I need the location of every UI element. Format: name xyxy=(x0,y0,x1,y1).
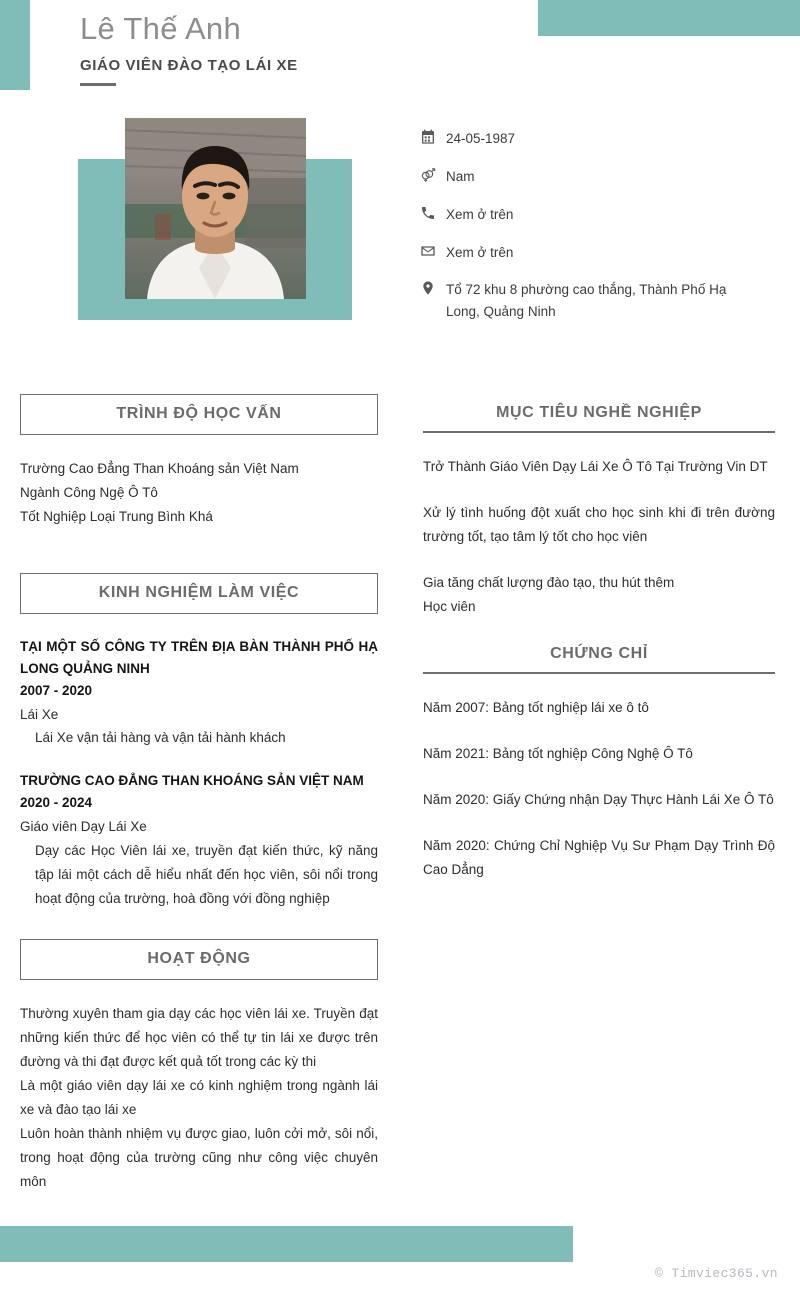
experience-entry xyxy=(20,770,378,910)
location-icon xyxy=(420,279,446,296)
experience-entry xyxy=(20,636,378,750)
contact-item-birthday xyxy=(420,128,780,150)
certificate-item: Năm 2020: Giấy Chứng nhận Dạy Thực Hành Lái Xe Ô Tô xyxy=(423,792,774,808)
contact-value-email: Xem ở trên xyxy=(446,244,514,260)
section-header-education xyxy=(20,394,378,435)
objective-paragraph xyxy=(423,571,775,619)
education-line: Trường Cao Đẳng Than Khoáng sản Việt Nam xyxy=(20,461,299,476)
email-icon xyxy=(420,242,446,259)
title-divider xyxy=(80,83,116,86)
calendar-icon xyxy=(420,128,446,145)
contact-item-address xyxy=(420,279,780,323)
cv-header xyxy=(80,8,510,86)
education-line: Tốt Nghiệp Loại Trung Bình Khá xyxy=(20,509,213,525)
contact-value-gender: Nam xyxy=(446,168,475,184)
experience-period: 2007 - 2020 xyxy=(20,682,93,698)
contact-item-gender xyxy=(420,166,780,188)
activity-paragraph: Là một giáo viên dạy lái xe có kinh nghiệm trong ngành lái xe và đào tạo lái xe xyxy=(20,1077,378,1117)
avatar xyxy=(125,118,306,299)
experience-period: 2020 - 2024 xyxy=(20,795,93,811)
experience-company: TRƯỜNG CAO ĐẲNG THAN KHOÁNG SẢN VIỆT NAM xyxy=(20,773,364,789)
activity-paragraph: Thường xuyên tham gia dạy các học viên lái xe. Truyền đạt những kiến thức để học viên có thể tự tin lái xe được trên đường và thi đạt được kết quả tốt trong các kỳ thi xyxy=(20,1005,378,1069)
contact-list xyxy=(420,128,780,339)
section-title-experience: KINH NGHIỆM LÀM VIỆC xyxy=(98,584,300,602)
experience-role: Giáo viên Dạy Lái Xe xyxy=(20,819,147,835)
section-header-activities xyxy=(20,939,378,980)
right-column xyxy=(423,404,775,882)
activity-paragraph: Luôn hoàn thành nhiệm vụ được giao, luôn cởi mở, sôi nổi, trong hoạt động của trường cũng như công việc chuyên môn xyxy=(20,1125,378,1189)
objective-paragraph-line: Gia tăng chất lượng đào tạo, thu hút thêm xyxy=(423,575,675,591)
objective-paragraph: Xử lý tình huống đột xuất cho học sinh khi đi trên đường trường tốt, tạo tâm lý tốt cho học viên xyxy=(423,505,775,545)
phone-icon xyxy=(420,204,446,221)
objective-paragraph: Trở Thành Giáo Viên Dạy Lái Xe Ô Tô Tại Trường Vin DT xyxy=(423,459,768,474)
section-header-certificates xyxy=(423,645,775,674)
left-column xyxy=(20,394,378,1194)
experience-company: TẠI MỘT SỐ CÔNG TY TRÊN ĐỊA BÀN THÀNH PHỐ HẠ LONG QUẢNG NINH xyxy=(20,639,378,676)
certificate-item: Năm 2021: Bảng tốt nghiệp Công Nghệ Ô Tô xyxy=(423,746,693,762)
certificate-item: Năm 2007: Bảng tốt nghiệp lái xe ô tô xyxy=(423,700,649,716)
section-title-activities: HOẠT ĐỘNG xyxy=(147,949,251,967)
section-header-objective xyxy=(423,404,775,433)
contact-value-phone: Xem ở trên xyxy=(446,206,514,222)
contact-value-address: Tổ 72 khu 8 phường cao thắng, Thành Phố Hạ Long, Quảng Ninh xyxy=(446,282,727,320)
certificate-item: Năm 2020: Chứng Chỉ Nghiệp Vụ Sư Phạm Dạy Trình Độ Cao Dẳng xyxy=(423,838,775,878)
gender-icon xyxy=(420,166,446,183)
experience-description: Dạy các Học Viên lái xe, truyền đạt kiến thức, kỹ năng tập lái một cách dễ hiểu nhất đến học viên, sôi nổi trong hoạt động của trường, hoà đồng với đồng nghiệp xyxy=(35,842,378,906)
contact-item-email xyxy=(420,242,780,264)
watermark: © Timviec365.vn xyxy=(654,1266,778,1281)
section-header-experience xyxy=(20,573,378,614)
section-title-objective: MỤC TIÊU NGHỀ NGHIỆP xyxy=(496,404,702,421)
accent-block-top-left xyxy=(0,0,30,90)
contact-value-birthday: 24-05-1987 xyxy=(446,131,516,146)
accent-block-footer xyxy=(0,1226,573,1262)
education-body xyxy=(20,457,378,529)
section-title-certificates: CHỨNG CHỈ xyxy=(550,645,648,663)
experience-role: Lái Xe xyxy=(20,706,59,722)
experience-description: Lái Xe vận tải hàng và vận tải hành khách xyxy=(35,730,286,746)
job-title: GIÁO VIÊN ĐÀO TẠO LÁI XE xyxy=(80,56,298,74)
contact-item-phone xyxy=(420,204,780,226)
education-line: Ngành Công Ngệ Ô Tô xyxy=(20,485,158,501)
objective-paragraph-line: Học viên xyxy=(423,599,476,615)
page-title: Lê Thế Anh xyxy=(80,11,242,46)
accent-block-top-right xyxy=(538,0,800,36)
section-title-education: TRÌNH ĐỘ HỌC VẤN xyxy=(116,405,282,422)
